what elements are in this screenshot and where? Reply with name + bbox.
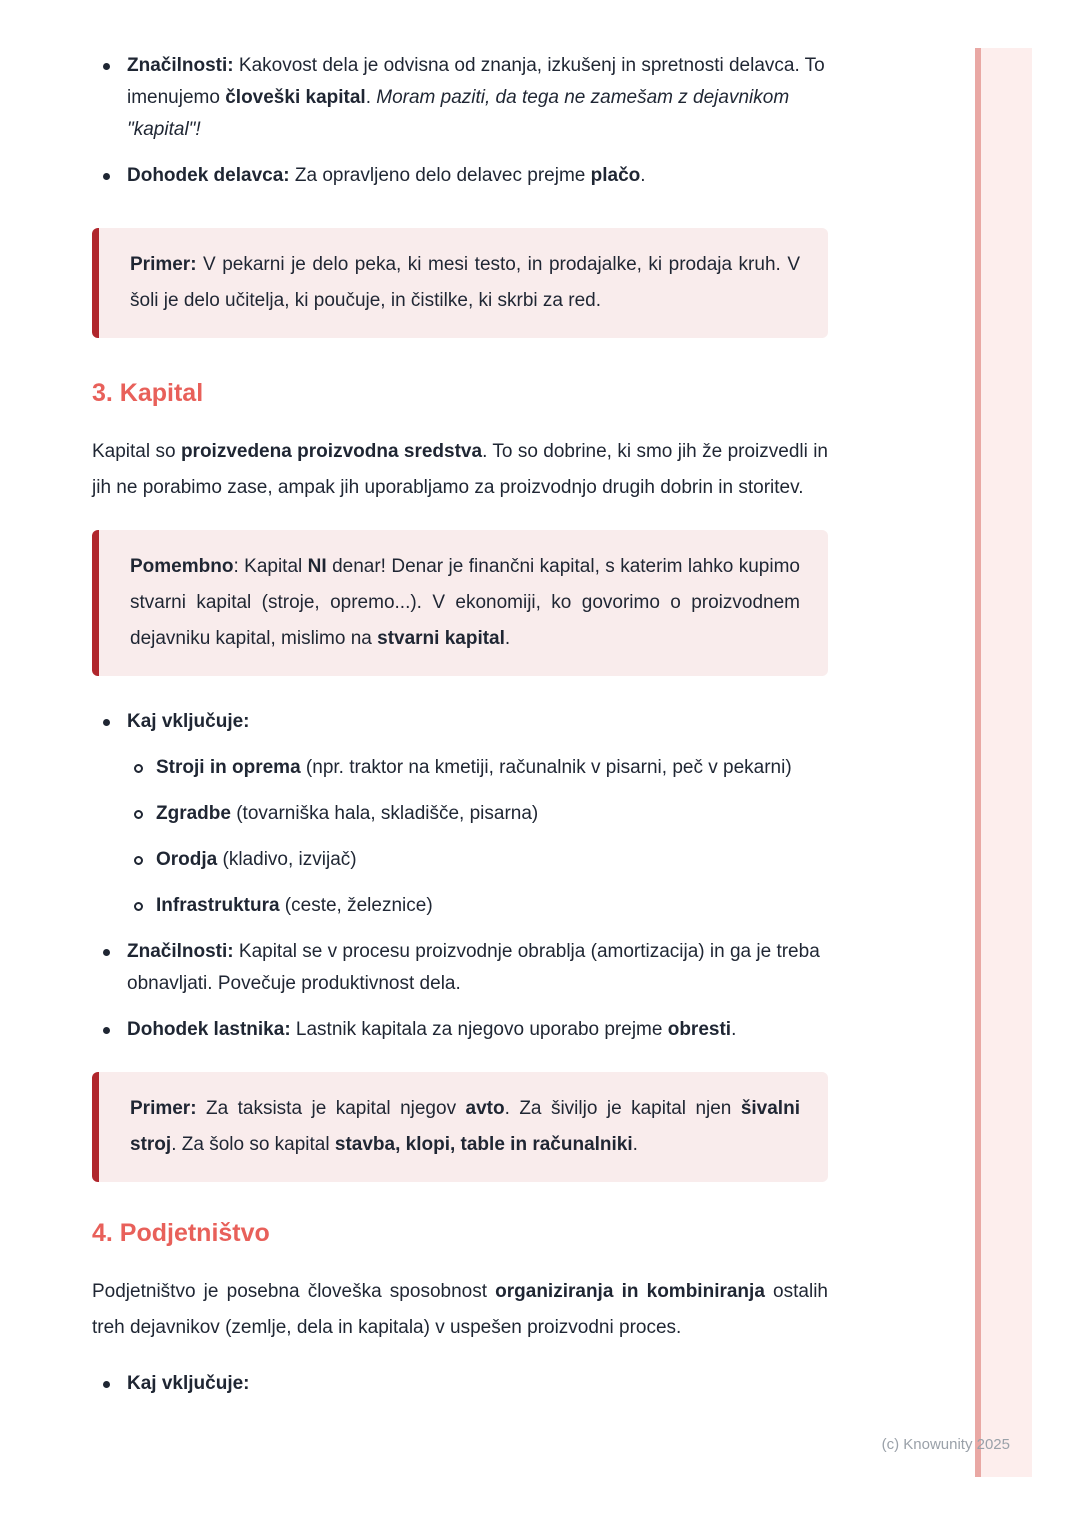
callout-text: Primer: Za taksista je kapital njegov avto. Za šiviljo je kapital njen šivalni stroj. Za šolo so kapital stavba, klopi, table in računalniki. <box>130 1098 800 1155</box>
kapital-sub-list <box>92 752 828 922</box>
callout-example-kapital <box>92 1072 828 1182</box>
bullet-marker <box>134 890 156 911</box>
sub-list-item <box>134 844 828 876</box>
kapital-intro-paragraph: Kapital so proizvedena proizvodna sredstva. To so dobrine, ki smo jih že proizvedli in jih ne porabimo zase, ampak jih uporabljamo za proizvodnjo drugih dobrin in storitev. <box>92 441 828 498</box>
list-item-text: Značilnosti: Kapital se v procesu proizvodnje obrablja (amortizacija) in ga je treba obnavljati. Povečuje produktivnost dela. <box>127 941 820 994</box>
bullet-marker <box>92 936 127 956</box>
list-item <box>92 1014 828 1046</box>
list-item-text: Dohodek delavca: Za opravljeno delo delavec prejme plačo. <box>127 165 646 186</box>
list-item <box>92 160 828 192</box>
list-item-text: Dohodek lastnika: Lastnik kapitala za njegovo uporabo prejme obresti. <box>127 1019 737 1040</box>
bullet-icon <box>103 63 110 70</box>
hollow-bullet-icon <box>134 810 143 819</box>
copyright-text: (c) Knowunity 2025 <box>881 1436 1010 1453</box>
list-item-text: Kaj vključuje: <box>127 711 250 732</box>
bullet-marker <box>92 1014 127 1034</box>
bullet-icon <box>103 1381 110 1388</box>
list-item-text: Infrastruktura (ceste, železnice) <box>156 895 433 916</box>
bullet-marker <box>92 160 127 180</box>
list-item <box>92 50 828 146</box>
bullet-icon <box>103 719 110 726</box>
list-item-text: Kaj vključuje: <box>127 1373 250 1394</box>
bullet-marker <box>134 844 156 865</box>
section-heading-kapital: 3. Kapital <box>92 379 204 407</box>
list-item-text: Značilnosti: Kakovost dela je odvisna od znanja, izkušenj in spretnosti delavca. To imenujemo človeški kapital. Moram paziti, da tega ne zamešam z dejavnikom "kapital"! <box>127 55 825 140</box>
bullet-marker <box>134 798 156 819</box>
callout-text: Pomembno: Kapital NI denar! Denar je finančni kapital, s katerim lahko kupimo stvarni kapital (stroje, opremo...). V ekonomiji, ko govorimo o proizvodnem dejavniku kapital, mislimo na stvarni kapital. <box>130 556 800 649</box>
sub-list-item <box>134 752 828 784</box>
bullet-icon <box>103 173 110 180</box>
list-item-text: Orodja (kladivo, izvijač) <box>156 849 357 870</box>
sub-list-item <box>134 798 828 830</box>
document-content <box>92 50 828 1400</box>
list-item <box>92 706 828 738</box>
bullet-marker <box>92 1368 127 1388</box>
bullet-marker <box>92 706 127 726</box>
sub-list-item <box>134 890 828 922</box>
hollow-bullet-icon <box>134 902 143 911</box>
hollow-bullet-icon <box>134 856 143 865</box>
callout-text: Primer: V pekarni je delo peka, ki mesi testo, in prodajalke, ki prodaja kruh. V šoli je delo učitelja, ki poučuje, in čistilke, ki skrbi za red. <box>130 254 800 311</box>
list-item-text: Zgradbe (tovarniška hala, skladišče, pisarna) <box>156 803 539 824</box>
podjetnistvo-intro-paragraph: Podjetništvo je posebna človeška sposobnost organiziranja in kombiniranja ostalih treh dejavnikov (zemlje, dela in kapitala) v uspešen proizvodni proces. <box>92 1281 828 1338</box>
kapital-bullet-list <box>92 936 828 1046</box>
list-item <box>92 936 828 1000</box>
bullet-marker <box>134 752 156 773</box>
bullet-icon <box>103 949 110 956</box>
hollow-bullet-icon <box>134 764 143 773</box>
callout-example-delo <box>92 228 828 338</box>
list-item-text: Stroji in oprema (npr. traktor na kmetiji, računalnik v pisarni, peč v pekarni) <box>156 757 792 778</box>
bullet-marker <box>92 50 127 70</box>
list-item <box>92 1368 828 1400</box>
page-edge-decoration <box>975 48 1032 1477</box>
delo-bullet-list <box>92 50 828 192</box>
bullet-icon <box>103 1027 110 1034</box>
section-heading-podjetnistvo: 4. Podjetništvo <box>92 1219 270 1247</box>
callout-important-kapital <box>92 530 828 676</box>
